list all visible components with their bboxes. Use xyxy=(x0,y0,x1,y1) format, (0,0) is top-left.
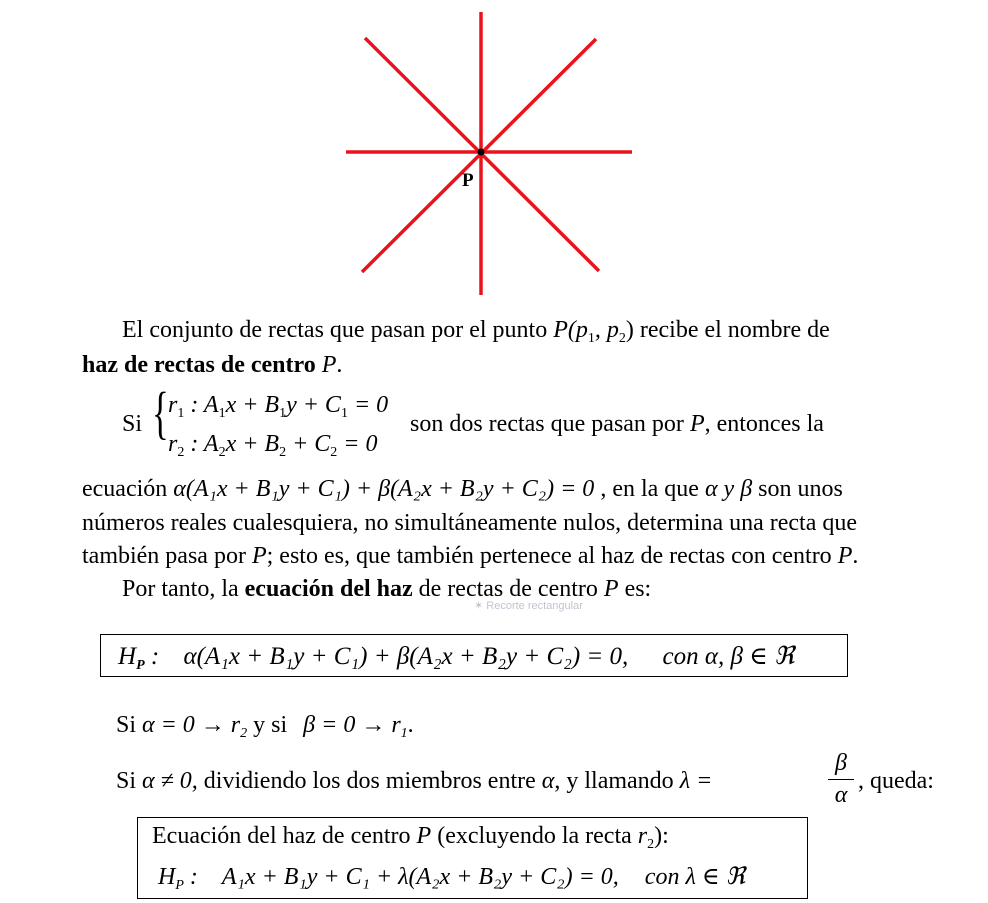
point-p-marker xyxy=(478,149,485,156)
haz-lambda-title: Ecuación del haz de centro P (excluyendo la recta $r_2$): xyxy=(152,823,669,852)
cases-line1: Si $\alpha = 0 \to r_2$ y si $\beta = 0 \to r_1$. xyxy=(116,712,414,741)
lambda-fraction xyxy=(828,750,854,808)
system-r2: $r_2$ : $A_2x + B_2 + C_2 = 0$ xyxy=(168,431,378,460)
system-r1: $r_1$ : $A_1x + B_1y + C_1 = 0$ xyxy=(168,392,389,421)
system-si: Si xyxy=(122,411,143,437)
haz-equation: $H_P$ : α(A₁x + B₁y + C₁) + β(A₂x + B₂y + C₂) = 0, con α, β ∈ ℜ xyxy=(118,643,795,673)
cases-line2-end: , queda: xyxy=(858,768,934,794)
system-brace: { xyxy=(152,380,169,445)
point-p-label: P xyxy=(462,170,474,191)
para2-line4: Por tanto, la ecuación del haz de rectas de centro P es: xyxy=(122,576,652,602)
para2-line2: números reales cualesquiera, no simultáneamente nulos, determina una recta que xyxy=(82,510,858,536)
system-after: son dos rectas que pasan por P, entonces la xyxy=(410,411,824,437)
fraction-denominator: α xyxy=(834,782,848,808)
fraction-numerator: β xyxy=(835,750,847,776)
para1-line1: El conjunto de rectas que pasan por el punto $P(p_1$, $p_2$) recibe el nombre de xyxy=(122,317,830,346)
para2-line3: también pasa por P; esto es, que también pertenece al haz de rectas con centro P. xyxy=(82,543,859,569)
para1-line2: haz de rectas de centro P. xyxy=(82,352,343,378)
fraction-bar xyxy=(828,779,854,780)
cases-line2: Si α ≠ 0, dividiendo los dos miembros entre α, y llamando λ = xyxy=(116,768,713,794)
diagonal-line-2 xyxy=(362,39,596,272)
ghost-tooltip-text: ✶ Recorte rectangular xyxy=(474,600,583,612)
para2-line1: ecuación α(A₁x + B₁y + C₁) + β(A₂x + B₂y + C₂) = 0 , en la que α y β son unos xyxy=(82,476,843,502)
line-bundle-figure xyxy=(340,8,650,303)
haz-lambda-equation: $H_P$ : A₁x + B₁y + C₁ + λ(A₂x + B₂y + C₂) = 0, con λ ∈ ℜ xyxy=(158,864,746,893)
